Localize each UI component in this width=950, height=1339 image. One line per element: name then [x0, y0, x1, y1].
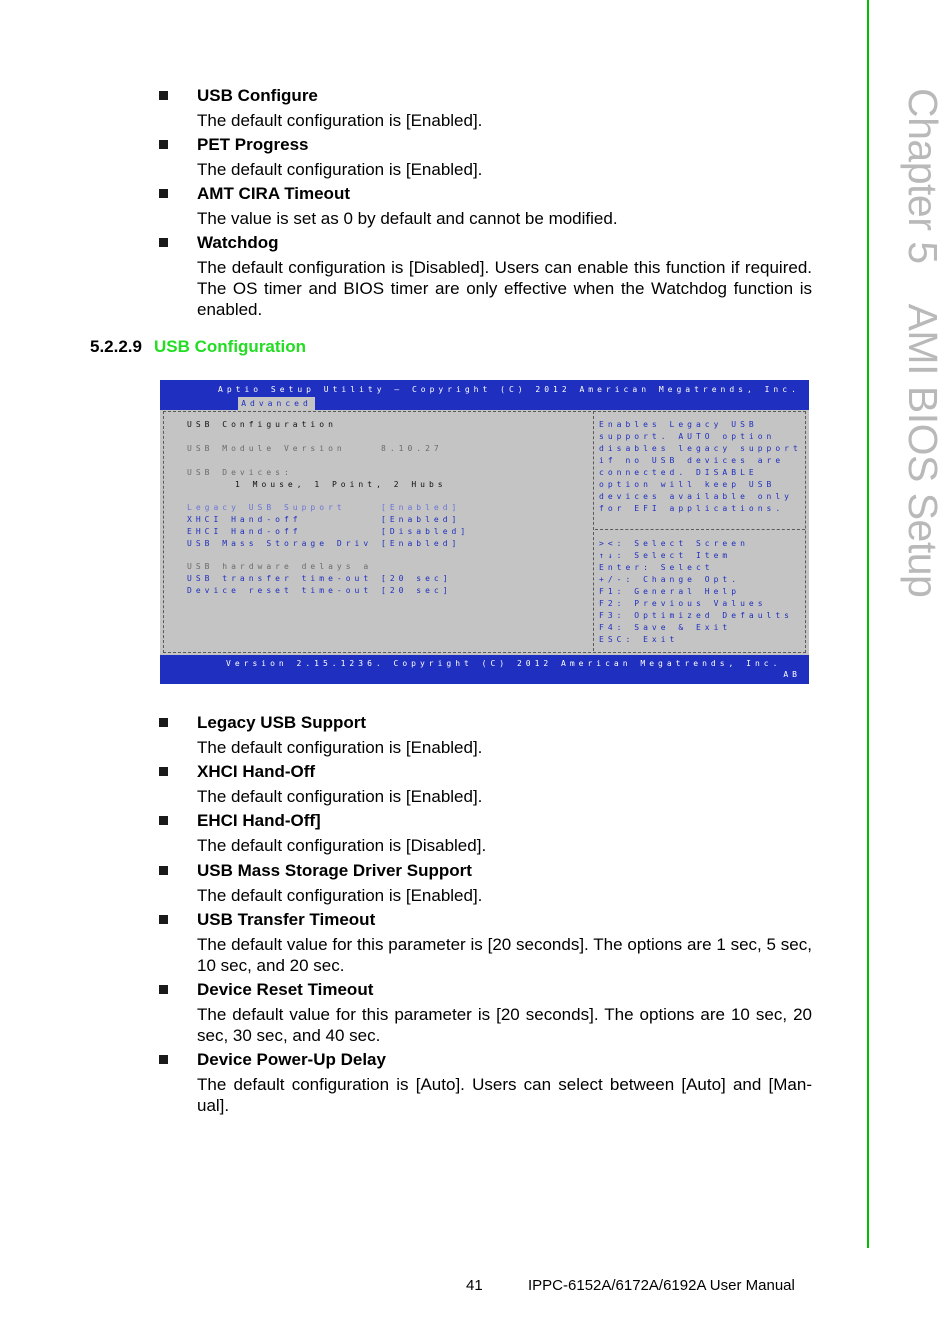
bios-row-label: USB Configuration	[187, 420, 337, 429]
bios-help-divider	[595, 529, 805, 530]
bullet-icon	[159, 140, 168, 149]
item-title: Watchdog	[197, 233, 279, 252]
bullet-icon	[159, 816, 168, 825]
item-description: The value is set as 0 by default and cannot be modified.	[197, 209, 618, 228]
item-description: The default configuration is [Enabled].	[197, 787, 483, 806]
item-description: The default configuration is [Auto]. Users can select between [Auto] and [Man-ual].	[197, 1075, 812, 1115]
bios-key-line: ESC: Exit	[599, 635, 679, 644]
bios-row-value: [Enabled]	[381, 503, 461, 512]
bios-help-line: Enables Legacy USB	[599, 420, 758, 429]
bios-row-label: XHCI Hand-off	[187, 515, 302, 524]
bios-row-value: 8.10.27	[381, 444, 443, 453]
bullet-icon	[159, 985, 168, 994]
bios-key-line: F2: Previous Values	[599, 599, 767, 608]
bios-row-label: 1 Mouse, 1 Point, 2 Hubs	[235, 480, 447, 489]
bios-footer-text: Version 2.15.1236. Copyright (C) 2012 American Megatrends, Inc.	[226, 659, 782, 668]
item-title: XHCI Hand-Off	[197, 762, 316, 781]
item-title: Device Power-Up Delay	[197, 1050, 386, 1069]
bios-row-label: USB transfer time-out	[187, 574, 373, 583]
bios-row-value: [Enabled]	[381, 539, 461, 548]
bios-key-line: F4: Save & Exit	[599, 623, 732, 632]
item-title: AMT CIRA Timeout	[197, 184, 350, 203]
bios-row-value: [Enabled]	[381, 515, 461, 524]
bios-screenshot	[160, 380, 809, 684]
bios-key-line: F3: Optimized Defaults	[599, 611, 793, 620]
bios-help-line: if no USB devices are	[599, 456, 785, 465]
bios-row-label: USB hardware delays a	[187, 562, 373, 571]
item-description: The default value for this parameter is [20 seconds]. The options are 1 sec, 5 sec, 10 sec, and 20 sec.	[197, 935, 812, 975]
bios-key-line: F1: General Help	[599, 587, 741, 596]
bios-row-label: USB Mass Storage Driv	[187, 539, 373, 548]
bios-row-label: USB Devices:	[187, 468, 293, 477]
item-description: The default configuration is [Disabled].	[197, 836, 487, 855]
manual-title: IPPC-6152A/6172A/6192A User Manual	[528, 1277, 795, 1294]
item-description: The default configuration is [Disabled]. Users can enable this function if required. The OS timer and BIOS timer are only effective when the Watchdog function is enabled.	[197, 258, 812, 319]
bios-key-line: ↑↓: Select Item	[599, 551, 732, 560]
page-number: 41	[466, 1277, 483, 1294]
bios-help-line: support. AUTO option	[599, 432, 776, 441]
item-description: The default configuration is [Enabled].	[197, 160, 483, 179]
bios-row-label: Device reset time-out	[187, 586, 373, 595]
bios-row-label: USB Module Version	[187, 444, 346, 453]
item-description: The default configuration is [Enabled].	[197, 111, 483, 130]
bios-tab-advanced: Advanced	[238, 397, 315, 410]
item-description: The default configuration is [Enabled].	[197, 886, 483, 905]
bios-help-line: option will keep USB	[599, 480, 776, 489]
bios-row-value: [20 sec]	[381, 586, 452, 595]
item-title: Legacy USB Support	[197, 713, 367, 732]
section-heading	[90, 337, 306, 357]
bullet-icon	[159, 238, 168, 247]
item-title: PET Progress	[197, 135, 309, 154]
bios-footer-code: AB	[783, 670, 801, 679]
item-title: EHCI Hand-Off]	[197, 811, 321, 830]
bios-row-value: [Disabled]	[381, 527, 470, 536]
chapter-name: AMI BIOS Setup	[900, 303, 946, 598]
chapter-side-title	[899, 88, 946, 597]
bios-header-text: Aptio Setup Utility – Copyright (C) 2012 American Megatrends, Inc.	[218, 385, 800, 394]
item-title: USB Mass Storage Driver Support	[197, 861, 472, 880]
item-description: The default configuration is [Enabled].	[197, 738, 483, 757]
bios-help-line: connected. DISABLE	[599, 468, 758, 477]
item-title: USB Transfer Timeout	[197, 910, 376, 929]
bios-header-bar	[160, 380, 809, 410]
bullet-icon	[159, 866, 168, 875]
bios-key-line: Enter: Select	[599, 563, 714, 572]
bullet-icon	[159, 915, 168, 924]
bullet-icon	[159, 1055, 168, 1064]
bios-help-line: for EFI applications.	[599, 504, 785, 513]
bios-row-label: Legacy USB Support	[187, 503, 346, 512]
item-title: USB Configure	[197, 86, 318, 105]
section-number: 5.2.2.9	[90, 337, 142, 356]
item-description: The default value for this parameter is [20 seconds]. The options are 10 sec, 20 sec, 30 sec, and 40 sec.	[197, 1005, 812, 1045]
bullet-icon	[159, 718, 168, 727]
bios-divider	[593, 411, 594, 651]
bios-help-line: devices available only	[599, 492, 793, 501]
bios-help-line: disables legacy support	[599, 444, 802, 453]
bullet-icon	[159, 189, 168, 198]
margin-rule	[867, 0, 869, 1248]
item-title: Device Reset Timeout	[197, 980, 374, 999]
bios-key-line: +/-: Change Opt.	[599, 575, 741, 584]
bullet-icon	[159, 767, 168, 776]
section-title: USB Configuration	[154, 337, 307, 356]
bullet-icon	[159, 91, 168, 100]
bios-key-line: ><: Select Screen	[599, 539, 749, 548]
bios-row-label: EHCI Hand-off	[187, 527, 302, 536]
chapter-label: Chapter 5	[900, 88, 946, 264]
bios-footer-bar	[160, 655, 809, 684]
bios-row-value: [20 sec]	[381, 574, 452, 583]
